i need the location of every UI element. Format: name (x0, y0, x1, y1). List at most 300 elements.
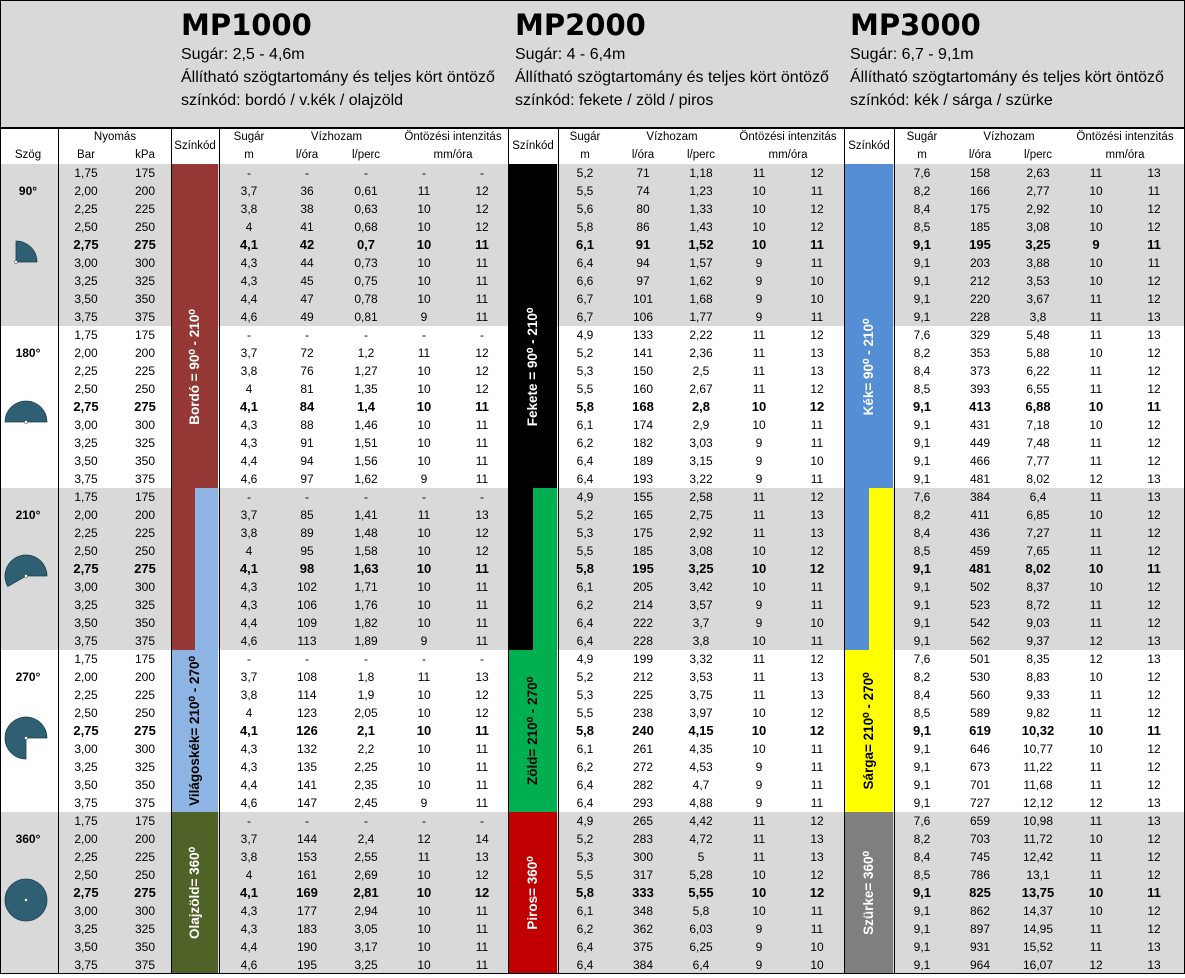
flow-l-ora-value: 182 (632, 436, 654, 450)
flow-l-perc-value: 1,68 (689, 292, 713, 306)
radius-value: 7,6 (913, 328, 931, 342)
flow-l-perc-value: 3,08 (1026, 220, 1050, 234)
intensity-max-value: 12 (475, 364, 489, 378)
flow-l-ora-value: 786 (969, 868, 991, 882)
header-bar: Bar (77, 149, 95, 161)
header-nyomas: Nyomás (93, 131, 137, 143)
intensity-max-value: 12 (475, 220, 489, 234)
flow-l-ora-value: 646 (969, 742, 991, 756)
flow-l-perc-value: 0,61 (354, 184, 378, 198)
intensity-min-value: 11 (1089, 616, 1103, 630)
radius-value: 9,1 (913, 310, 931, 324)
intensity-max-value: 11 (810, 598, 824, 612)
intensity-min-value: 10 (1088, 885, 1104, 900)
header-szog: Szög (14, 149, 42, 161)
intensity-min-value: 10 (1089, 418, 1103, 432)
flow-l-perc-value: 3,42 (689, 580, 713, 594)
header-intenzitas: Öntözési intenzitás (739, 131, 837, 143)
intensity-min-value: 11 (1089, 760, 1103, 774)
flow-l-perc-value: 3,8 (1029, 310, 1047, 324)
bar-value: 2,25 (74, 688, 98, 702)
column-divider (171, 128, 172, 974)
intensity-min-value: 11 (1089, 310, 1103, 324)
flow-l-perc-value: 4,7 (692, 778, 710, 792)
intensity-min-value: 9 (1092, 237, 1100, 252)
flow-l-ora-value: 91 (300, 436, 314, 450)
intensity-max-value: 12 (1147, 832, 1161, 846)
intensity-min-value: 12 (1089, 796, 1103, 810)
intensity-max-value: 12 (475, 202, 489, 216)
flow-l-perc-value: 1,46 (354, 418, 378, 432)
flow-l-ora-value: 132 (296, 742, 318, 756)
intensity-max-value: 11 (810, 237, 824, 252)
flow-l-ora-value: - (305, 328, 309, 342)
intensity-max-value: 10 (810, 958, 824, 972)
flow-l-perc-value: 2,8 (691, 399, 711, 414)
intensity-max-value: 12 (810, 382, 824, 396)
flow-l-perc-value: 3,53 (1026, 274, 1050, 288)
radius-value: 9,1 (913, 778, 931, 792)
flow-l-ora-value: 185 (969, 220, 991, 234)
flow-l-perc-value: 12,12 (1022, 796, 1054, 810)
column-divider (508, 128, 509, 974)
flow-l-ora-value: 106 (632, 310, 654, 324)
header-vizhozam: Vízhozam (983, 131, 1035, 143)
kpa-value: 250 (134, 220, 156, 234)
kpa-value: 175 (134, 652, 156, 666)
intensity-min-value: 10 (752, 544, 766, 558)
flow-l-ora-value: 71 (636, 166, 650, 180)
flow-l-perc-value: 1,51 (354, 436, 378, 450)
kpa-value: 225 (134, 526, 156, 540)
radius-value: 5,8 (576, 220, 594, 234)
intensity-max-value: 10 (810, 616, 824, 630)
flow-l-perc-value: 4,15 (688, 723, 714, 738)
intensity-max-value: 12 (1147, 382, 1161, 396)
flow-l-perc-value: 2,25 (354, 760, 378, 774)
flow-l-perc-value: 5,48 (1026, 328, 1050, 342)
radius-value: 5,8 (575, 723, 595, 738)
intensity-min-value: 11 (752, 166, 766, 180)
bar-value: 3,00 (74, 580, 98, 594)
intensity-min-value: 10 (751, 237, 767, 252)
flow-l-ora-value: 94 (300, 454, 314, 468)
flow-l-ora-value: 166 (969, 184, 991, 198)
intensity-max-value: 12 (1147, 202, 1161, 216)
flow-l-ora-value: 530 (969, 670, 991, 684)
flow-l-perc-value: 10,32 (1021, 723, 1055, 738)
bar-value: 3,50 (74, 940, 98, 954)
intensity-max-value: 12 (809, 885, 825, 900)
flow-l-perc-value: - (364, 166, 368, 180)
flow-l-ora-value: 174 (632, 418, 654, 432)
radius-value: 7,6 (913, 490, 931, 504)
flow-l-perc-value: 2,94 (354, 904, 378, 918)
flow-l-perc-value: 2,58 (689, 490, 713, 504)
flow-l-ora-value: 86 (636, 220, 650, 234)
kpa-value: 300 (134, 742, 156, 756)
radius-value: 4,4 (240, 778, 258, 792)
intensity-max-value: 11 (810, 310, 824, 324)
header-sugar: Sugár (569, 131, 601, 143)
intensity-min-value: 10 (417, 256, 431, 270)
flow-l-perc-value: 1,48 (354, 526, 378, 540)
intensity-min-value: 11 (417, 508, 431, 522)
angle-label: 180° (15, 346, 41, 360)
radius-value: 4,3 (240, 598, 258, 612)
flow-l-perc-value: 2,75 (689, 508, 713, 522)
intensity-max-value: 13 (1147, 328, 1161, 342)
intensity-min-value: 11 (1089, 922, 1103, 936)
kpa-value: 300 (134, 904, 156, 918)
flow-l-perc-value: 11,68 (1023, 778, 1053, 792)
flow-l-ora-value: 205 (632, 580, 654, 594)
flow-l-perc-value: 9,82 (1026, 706, 1050, 720)
flow-l-perc-value: 5,88 (1026, 346, 1050, 360)
header-m: m (580, 149, 590, 161)
flow-l-perc-value: 2,92 (1026, 202, 1050, 216)
intensity-min-value: 11 (1089, 778, 1103, 792)
intensity-min-value: 11 (1089, 526, 1103, 540)
flow-l-perc-value: 0,73 (354, 256, 378, 270)
intensity-min-value: 9 (755, 292, 763, 306)
intensity-max-value: 12 (1147, 580, 1161, 594)
bar-value: 1,75 (74, 490, 98, 504)
column-divider (844, 128, 845, 974)
intensity-max-value: 13 (1147, 472, 1161, 486)
flow-l-ora-value: 701 (969, 778, 991, 792)
intensity-min-value: 11 (752, 670, 766, 684)
intensity-max-value: 13 (1147, 166, 1161, 180)
flow-l-ora-value: 80 (636, 202, 650, 216)
intensity-max-value: 12 (475, 526, 489, 540)
bar-value: 3,75 (74, 472, 98, 486)
flow-l-perc-value: 3,25 (354, 958, 378, 972)
radius-value: 7,6 (913, 652, 931, 666)
flow-l-perc-value: 11,72 (1023, 832, 1053, 846)
flow-l-ora-value: 98 (299, 561, 315, 576)
flow-l-ora-value: 190 (296, 940, 318, 954)
kpa-value: 250 (134, 544, 156, 558)
intensity-max-value: 12 (1147, 868, 1161, 882)
intensity-max-value: 11 (475, 723, 489, 738)
intensity-max-value: 12 (1147, 508, 1161, 522)
radius-value: 9,1 (912, 399, 932, 414)
flow-l-ora-value: 449 (969, 436, 991, 450)
flow-l-perc-value: 3,22 (689, 472, 713, 486)
intensity-min-value: 11 (752, 346, 766, 360)
flow-l-ora-value: 502 (969, 580, 991, 594)
intensity-max-value: 13 (810, 688, 824, 702)
kpa-value: 225 (134, 364, 156, 378)
flow-l-perc-value: 2,9 (692, 418, 710, 432)
flow-l-perc-value: 8,37 (1026, 580, 1050, 594)
intensity-max-value: 12 (1147, 904, 1161, 918)
radius-value: 5,2 (576, 346, 594, 360)
intensity-max-value: 13 (1147, 310, 1161, 324)
radius-value: 5,2 (576, 670, 594, 684)
flow-l-ora-value: 228 (969, 310, 991, 324)
intensity-max-value: 11 (475, 436, 489, 450)
intensity-max-value: 11 (1147, 237, 1161, 252)
intensity-min-value: 11 (1089, 814, 1103, 828)
radius-value: 8,2 (913, 508, 931, 522)
flow-l-perc-value: 2,36 (689, 346, 713, 360)
intensity-min-value: 10 (751, 885, 767, 900)
intensity-min-value: 9 (420, 472, 428, 486)
intensity-min-value: 10 (752, 904, 766, 918)
bar-value: 3,25 (74, 760, 98, 774)
bar-value: 3,50 (74, 454, 98, 468)
intensity-max-value: 12 (475, 688, 489, 702)
flow-l-ora-value: 160 (632, 382, 654, 396)
flow-l-perc-value: 3,53 (689, 670, 713, 684)
radius-value: 9,1 (913, 958, 931, 972)
radius-value: 3,8 (240, 526, 258, 540)
radius-value: 6,4 (576, 940, 594, 954)
flow-l-perc-value: 1,18 (689, 166, 713, 180)
intensity-min-value: 11 (417, 670, 431, 684)
bar-value: 2,50 (74, 706, 98, 720)
radius-value: 6,4 (576, 634, 594, 648)
intensity-max-value: 11 (475, 256, 489, 270)
flow-l-perc-value: - (364, 814, 368, 828)
intensity-max-value: 12 (810, 814, 824, 828)
flow-l-perc-value: 4,88 (689, 796, 713, 810)
column-divider (58, 128, 59, 974)
flow-l-ora-value: 147 (296, 796, 318, 810)
kpa-value: 175 (134, 490, 156, 504)
flow-l-ora-value: - (305, 166, 309, 180)
flow-l-perc-value: 3,03 (689, 436, 713, 450)
flow-l-perc-value: 5,28 (689, 868, 713, 882)
intensity-max-value: 13 (810, 526, 824, 540)
intensity-max-value: 11 (475, 760, 489, 774)
flow-table (0, 128, 1185, 978)
radius-value: 5,6 (576, 202, 594, 216)
radius-value: 3,7 (240, 346, 258, 360)
flow-l-perc-value: 3,7 (692, 616, 710, 630)
radius-value: 4,3 (240, 760, 258, 774)
intensity-max-value: 13 (810, 832, 824, 846)
flow-l-perc-value: 3,32 (689, 652, 713, 666)
intensity-max-value: 11 (810, 904, 824, 918)
flow-l-perc-value: 11,22 (1023, 760, 1053, 774)
model-mp1000 (181, 7, 495, 112)
intensity-max-value: 11 (475, 796, 489, 810)
intensity-min-value: 10 (417, 598, 431, 612)
intensity-max-value: 12 (1147, 418, 1161, 432)
radius-value: 9,1 (912, 723, 932, 738)
color-segment-overlap (869, 488, 893, 650)
radius-value: 5,3 (576, 850, 594, 864)
radius-value: 4,6 (240, 796, 258, 810)
intensity-max-value: 11 (1147, 885, 1161, 900)
flow-l-perc-value: 10,98 (1022, 814, 1054, 828)
intensity-max-value: 12 (1147, 616, 1161, 630)
intensity-max-value: 11 (1147, 723, 1161, 738)
intensity-min-value: 11 (1089, 382, 1103, 396)
flow-l-ora-value: 589 (969, 706, 991, 720)
radius-value: 4,1 (239, 561, 259, 576)
intensity-max-value: 12 (475, 544, 489, 558)
intensity-min-value: 11 (752, 328, 766, 342)
radius-value: 6,1 (576, 904, 594, 918)
radius-value: 8,4 (913, 526, 931, 540)
intensity-max-value: 12 (1147, 688, 1161, 702)
flow-l-ora-value: 373 (969, 364, 991, 378)
intensity-min-value: 10 (752, 742, 766, 756)
intensity-max-value: 13 (475, 850, 489, 864)
intensity-min-value: 11 (1089, 688, 1103, 702)
flow-l-ora-value: 72 (300, 346, 314, 360)
radius-value: 9,1 (913, 274, 931, 288)
bar-value: 2,50 (74, 382, 98, 396)
radius-value: 8,5 (913, 382, 931, 396)
flow-l-ora-value: 95 (300, 544, 314, 558)
radius-value: 8,5 (913, 220, 931, 234)
model-description: Állítható szögtartomány és teljes kört öntöző (515, 69, 829, 86)
kpa-value: 375 (134, 472, 156, 486)
radius-value: 4,9 (576, 652, 594, 666)
header-mm-ora: mm/óra (1105, 149, 1145, 161)
intensity-min-value: 10 (417, 580, 431, 594)
radius-value: 8,2 (913, 346, 931, 360)
intensity-min-value: 10 (1088, 723, 1104, 738)
flow-l-perc-value: 0,81 (354, 310, 378, 324)
intensity-min-value: 10 (417, 706, 431, 720)
intensity-min-value: 11 (752, 850, 766, 864)
intensity-min-value: 11 (1089, 454, 1103, 468)
intensity-min-value: 10 (417, 778, 431, 792)
radius-value: 8,2 (913, 670, 931, 684)
intensity-min-value: 9 (755, 256, 763, 270)
intensity-min-value: 10 (416, 723, 432, 738)
intensity-max-value: 12 (810, 706, 824, 720)
flow-l-perc-value: 6,88 (1025, 399, 1051, 414)
flow-l-ora-value: 501 (969, 652, 991, 666)
flow-l-ora-value: 165 (632, 508, 654, 522)
intensity-max-value: 12 (1147, 670, 1161, 684)
flow-l-ora-value: 348 (632, 904, 654, 918)
intensity-min-value: 11 (1089, 364, 1103, 378)
color-segment-overlap (533, 488, 557, 650)
intensity-min-value: 11 (752, 364, 766, 378)
flow-l-perc-value: 0,78 (354, 292, 378, 306)
flow-l-perc-value: 16,07 (1022, 958, 1054, 972)
intensity-min-value: 11 (1089, 940, 1103, 954)
flow-l-ora-value: 212 (969, 274, 991, 288)
intensity-min-value: 11 (752, 688, 766, 702)
kpa-value: 200 (134, 670, 156, 684)
intensity-max-value: 12 (1147, 850, 1161, 864)
flow-l-perc-value: 14,37 (1022, 904, 1054, 918)
intensity-max-value: 13 (475, 670, 489, 684)
intensity-min-value: 10 (417, 904, 431, 918)
radius-value: 3,7 (240, 508, 258, 522)
radius-value: 6,4 (576, 256, 594, 270)
intensity-max-value: 13 (1147, 958, 1161, 972)
flow-l-perc-value: 1,27 (354, 364, 378, 378)
intensity-max-value: 11 (475, 940, 489, 954)
radius-value: 4,6 (240, 472, 258, 486)
flow-l-ora-value: 203 (969, 256, 991, 270)
flow-l-ora-value: 177 (296, 904, 318, 918)
intensity-min-value: 11 (752, 814, 766, 828)
flow-l-ora-value: 133 (632, 328, 654, 342)
intensity-min-value: 9 (755, 598, 763, 612)
intensity-max-value: 11 (810, 796, 824, 810)
kpa-value: 225 (134, 688, 156, 702)
table-header-row-1 (0, 128, 1185, 152)
header-sugar: Sugár (906, 131, 938, 143)
kpa-value: 200 (134, 184, 156, 198)
radius-value: 4 (245, 544, 253, 558)
flow-l-perc-value: 1,57 (689, 256, 713, 270)
radius-value: 3,8 (240, 688, 258, 702)
radius-value: 9,1 (913, 598, 931, 612)
radius-value: 9,1 (913, 904, 931, 918)
intensity-min-value: 10 (1089, 580, 1103, 594)
radius-value: 8,5 (913, 868, 931, 882)
kpa-value: 300 (134, 256, 156, 270)
flow-l-perc-value: 1,62 (354, 472, 378, 486)
color-code-label: Olajzöld= 360⁰ (187, 846, 202, 940)
flow-l-ora-value: 153 (296, 850, 318, 864)
radius-value: 4,3 (240, 580, 258, 594)
intensity-min-value: 10 (417, 742, 431, 756)
intensity-max-value: 10 (810, 274, 824, 288)
radius-value: 5,8 (575, 561, 595, 576)
flow-l-ora-value: 333 (632, 885, 654, 900)
radius-value: 5,8 (575, 399, 595, 414)
bar-value: 2,00 (74, 670, 98, 684)
column-divider (219, 128, 220, 974)
intensity-max-value: 13 (1147, 634, 1161, 648)
intensity-max-value: 12 (810, 202, 824, 216)
flow-l-ora-value: 185 (632, 544, 654, 558)
intensity-min-value: 10 (751, 399, 767, 414)
radius-value: 3,7 (240, 832, 258, 846)
radius-value: 9,1 (912, 561, 932, 576)
intensity-min-value: 10 (1089, 832, 1103, 846)
flow-l-ora-value: 931 (969, 940, 991, 954)
kpa-value: 175 (134, 328, 156, 342)
flow-l-perc-value: 8,35 (1026, 652, 1050, 666)
intensity-max-value: 11 (810, 256, 824, 270)
flow-l-perc-value: 3,67 (1026, 292, 1050, 306)
kpa-value: 250 (134, 706, 156, 720)
header-l-perc: l/perc (351, 149, 381, 161)
flow-l-ora-value: 169 (296, 885, 318, 900)
radius-value: 5,2 (576, 508, 594, 522)
intensity-min-value: 9 (755, 940, 763, 954)
kpa-value: 375 (134, 310, 156, 324)
model-description: Állítható szögtartomány és teljes kört öntöző (181, 69, 495, 86)
bar-value: 2,50 (74, 544, 98, 558)
intensity-max-value: 11 (475, 598, 489, 612)
intensity-min-value: 10 (1089, 274, 1103, 288)
kpa-value: 200 (134, 832, 156, 846)
intensity-max-value: 12 (1147, 436, 1161, 450)
flow-l-perc-value: 1,56 (354, 454, 378, 468)
bar-value: 3,50 (74, 292, 98, 306)
flow-l-ora-value: 195 (969, 237, 991, 252)
color-code-label: Piros= 360⁰ (525, 856, 540, 930)
bar-value: 3,25 (74, 598, 98, 612)
intensity-max-value: 11 (1147, 561, 1161, 576)
intensity-max-value: 11 (1147, 256, 1161, 270)
